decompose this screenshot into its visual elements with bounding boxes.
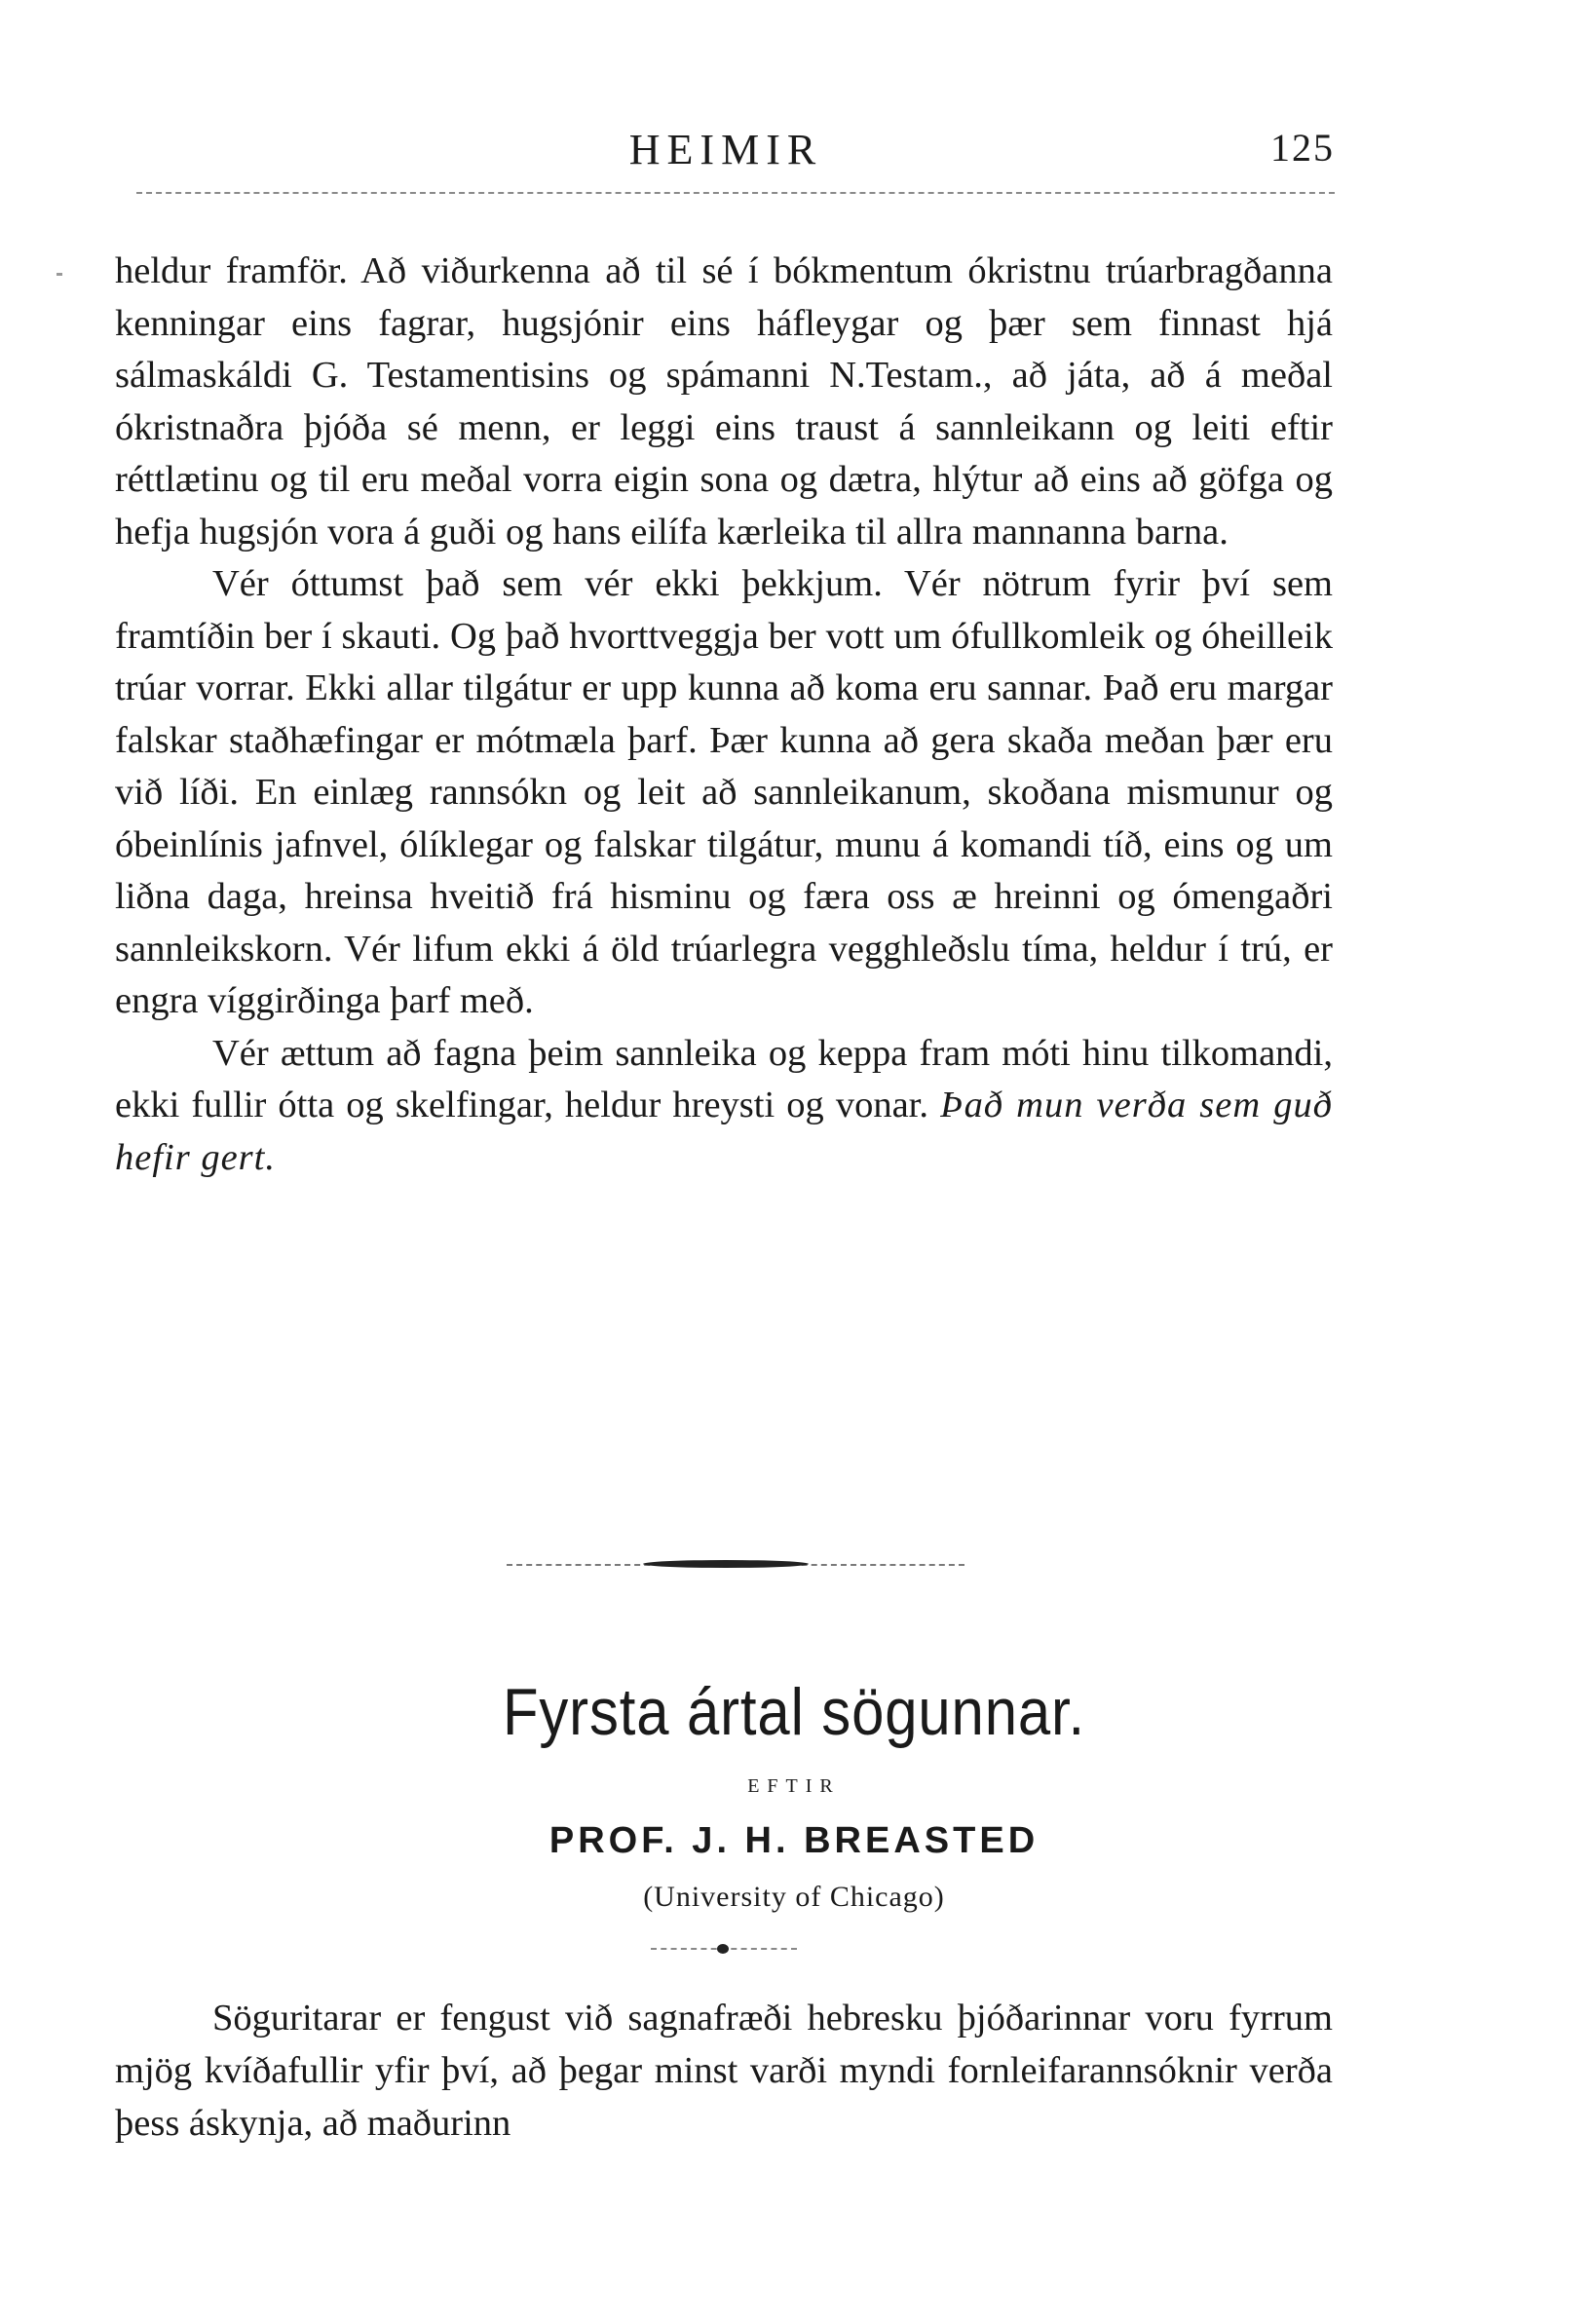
byline-label: EFTIR bbox=[747, 1775, 841, 1797]
running-title: HEIMIR bbox=[628, 126, 823, 173]
paragraph-continued: heldur framför. Að viðurkenna að til sé í bókmentum ókristnu trúarbragðanna kenningar eins fagrar, hugsjónir eins háfleygar og þær sem finnast hjá sálmaskáldi G. Testamentisins og spámanni N.Testam., að játa, að á meðal ókristnaðra þjóða sé menn, er leggi eins traust á sannleikann og leiti eftir réttlætinu og til eru meðal vorra eigin sona og dætra, hlýtur að eins að göfga og hefja hugsjón vora á guði og hans eilífa kærleika til allra mannanna barna. bbox=[115, 250, 1333, 552]
paragraph: Vér óttumst það sem vér ekki þekkjum. Vér nötrum fyrir því sem framtíðin ber í skauti. Og það hvorttveggja ber vott um ófullkomleik og óheilleik trúar vorrar. Ekki allar tilgátur er upp kunna að koma eru sannar. Það eru margar falskar staðhæfingar er mótmæla þarf. Þær kunna að gera skaða meðan þær eru við líði. En einlæg rannsókn og leit að sannleikanum, skoðana mismunur og óbeinlínis jafnvel, ólíklegar og falskar tilgátur, munu á komandi tíð, eins og um liðna daga, hreinsa hveitið frá hisminu og færa oss æ hreinni og ómengaðri sannleikskorn. Vér lifum ekki á öld trúarlegra vegghleðslu tíma, heldur í trú, er engra víggirðinga þarf með. bbox=[115, 563, 1333, 1021]
page-number: 125 bbox=[1270, 126, 1335, 170]
closing-text: Vér ættum að fagna þeim sannleika og keppa fram móti hinu tilkomandi, ekki fullir ótta og skelfingar, heldur hreysti og vonar. bbox=[115, 1032, 1333, 1125]
separator-swell bbox=[643, 1560, 809, 1568]
article-title: Fyrsta ártal sögunnar. bbox=[502, 1675, 1086, 1749]
article-opening-paragraph: Söguritarar er fengust við sagnafræði hebresku þjóðarinnar voru fyrrum mjög kvíðafullir yfir því, að þegar minst varði myndi fornleifarannsóknir verða þess áskynja, að maðurinn bbox=[115, 1998, 1333, 2144]
closing-italic-sentence: Það mun verða sem guð hefir gert. bbox=[115, 1085, 1334, 1178]
section-separator bbox=[507, 1555, 964, 1575]
author-affiliation: (University of Chicago) bbox=[643, 1881, 945, 1913]
author-name: PROF. J. H. BREASTED bbox=[548, 1820, 1040, 1861]
small-ornament bbox=[651, 1943, 797, 1955]
running-head bbox=[117, 125, 1335, 183]
paragraph-closing bbox=[115, 1028, 1333, 1185]
header-rule bbox=[136, 192, 1335, 194]
margin-mark bbox=[57, 273, 62, 276]
article-text-block bbox=[115, 1992, 1333, 2150]
ornament-dot bbox=[717, 1944, 729, 1954]
continued-text-block bbox=[115, 246, 1333, 1184]
